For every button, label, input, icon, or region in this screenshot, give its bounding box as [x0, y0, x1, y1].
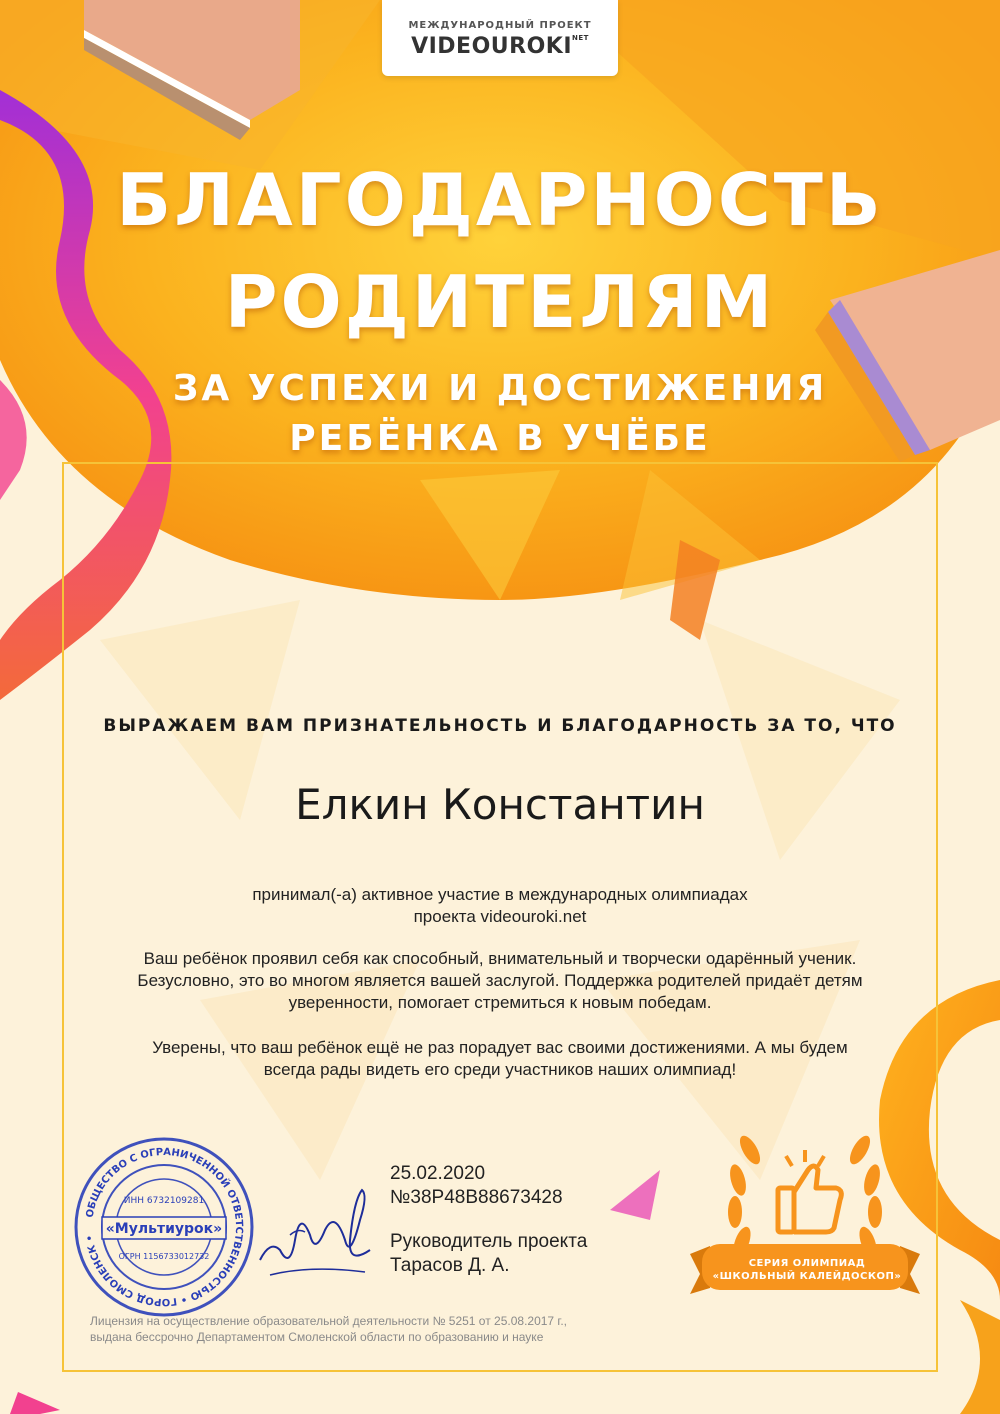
svg-text:ИНН 6732109281: ИНН 6732109281: [123, 1196, 205, 1206]
signature: [250, 1180, 380, 1290]
title-line-2: РОДИТЕЛЯМ: [224, 260, 776, 344]
praise-text: [70, 948, 930, 1014]
recipient-name: Елкин Константин: [295, 780, 705, 829]
license-line-2: выдана бессрочно Департаментом Смоленской области по образованию и науке: [90, 1330, 544, 1344]
signer-role: Руководитель проекта: [390, 1231, 588, 1252]
signer-name: Тарасов Д. А.: [390, 1255, 510, 1276]
logo-name-text: VIDEOUROKI: [411, 34, 573, 59]
certificate-number: №38P48B88673428: [390, 1187, 563, 1208]
license-line-1: Лицензия на осуществление образовательной деятельности № 5251 от 25.08.2017 г.,: [90, 1314, 568, 1328]
logo-name: [382, 34, 618, 59]
thumbs-up-icon: [778, 1166, 841, 1232]
svg-text:«Мультиурок»: «Мультиурок»: [105, 1221, 223, 1237]
award-line-2: «ШКОЛЬНЫЙ КАЛЕЙДОСКОП»: [712, 1271, 902, 1282]
wish-line-1: Уверены, что ваш ребёнок ещё не раз порадует вас своими достижениями. А мы будем: [152, 1038, 848, 1057]
logo-suffix: NET: [572, 34, 589, 42]
participation-line-2: проекта videouroki.net: [413, 907, 587, 926]
praise-line-1: Ваш ребёнок проявил себя как способный, внимательный и творчески одарённый ученик.: [143, 949, 857, 968]
participation-line-1: принимал(-а) активное участие в международных олимпиадах: [252, 885, 748, 904]
stamp-seal: [72, 1135, 256, 1319]
praise-line-2: Безусловно, это во многом является вашей заслугой. Поддержка родителей придаёт детям: [137, 971, 863, 990]
svg-text:ОГРН 1156733012732: ОГРН 1156733012732: [118, 1252, 210, 1261]
svg-text:ОБЩЕСТВО С ОГРАНИЧЕННОЙ ОТВЕТС: ОБЩЕСТВО С ОГРАНИЧЕННОЙ ОТВЕТСТВЕННОСТЬЮ • ГОРОД СМОЛЕНСК •: [84, 1146, 245, 1308]
wish-text: [70, 1037, 930, 1081]
award-line-1: СЕРИЯ ОЛИМПИАД: [748, 1258, 866, 1269]
logo-caption: МЕЖДУНАРОДНЫЙ ПРОЕКТ: [408, 20, 592, 31]
praise-line-3: уверенности, помогает стремиться к новым победам.: [288, 993, 712, 1012]
title-line-1: БЛАГОДАРНОСТЬ: [116, 158, 884, 242]
participation-text: [70, 884, 930, 928]
subtitle-line-1: ЗА УСПЕХИ И ДОСТИЖЕНИЯ: [172, 368, 828, 409]
lead-text: ВЫРАЖАЕМ ВАМ ПРИЗНАТЕЛЬНОСТЬ И БЛАГОДАРНОСТЬ ЗА ТО, ЧТО: [103, 716, 897, 736]
issue-date: 25.02.2020: [390, 1163, 486, 1184]
subtitle-line-2: РЕБЁНКА В УЧЁБЕ: [289, 418, 711, 459]
videouroki-logo[interactable]: [382, 0, 618, 76]
wish-line-2: всегда рады видеть его среди участников наших олимпиад!: [263, 1060, 737, 1079]
